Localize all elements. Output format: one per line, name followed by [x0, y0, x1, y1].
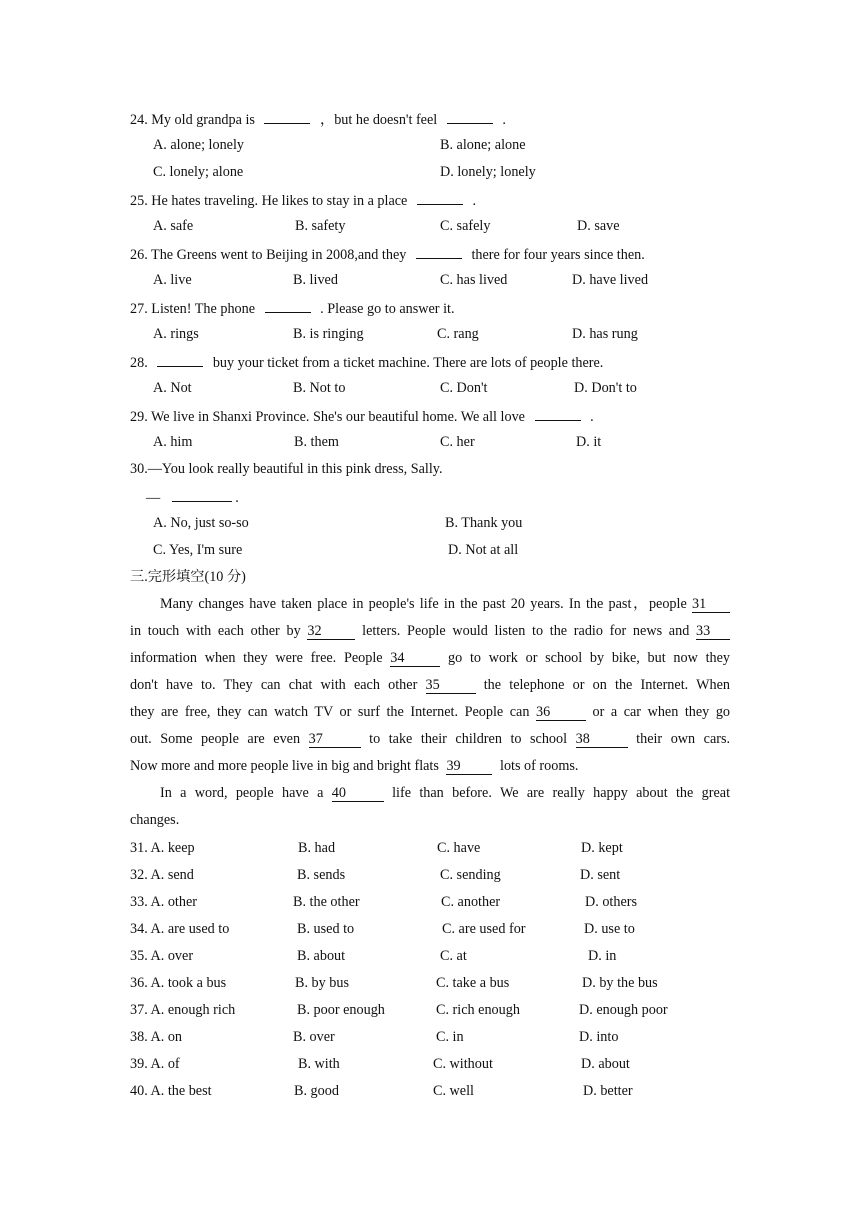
option-c: C. well	[433, 1083, 474, 1099]
blank-31: 31	[692, 597, 730, 613]
question-stem: 25. He hates traveling. He likes to stay in a place .	[130, 189, 476, 211]
option-d: D. others	[585, 894, 638, 910]
question-stem: 30.—You look really beautiful in this pink dress, Sally.	[130, 461, 443, 477]
option-d: D. by the bus	[582, 975, 658, 991]
option-d: D. it	[576, 434, 602, 450]
option-a: A. alone; lonely	[153, 137, 245, 153]
option-a: 37. A. enough rich	[130, 1002, 236, 1018]
option-a: A. Not	[153, 380, 192, 396]
option-a: 34. A. are used to	[130, 921, 230, 937]
blank-37: 37	[309, 732, 361, 748]
question-stem: 27. Listen! The phone . Please go to answer it.	[130, 297, 455, 319]
passage-line: Many changes have taken place in people's life in the past 20 years. In the past，people 31	[160, 594, 730, 614]
option-a: A. him	[153, 434, 193, 450]
option-d: D. use to	[584, 921, 635, 937]
option-b: B. sends	[297, 867, 346, 883]
option-c: C. Don't	[440, 380, 488, 396]
blank-40: 40	[332, 786, 384, 802]
blank-39: 39	[446, 759, 492, 775]
option-b: B. about	[297, 948, 346, 964]
option-b: B. good	[294, 1083, 339, 1099]
option-c: C. are used for	[442, 921, 526, 937]
option-a: 36. A. took a bus	[130, 975, 227, 991]
option-c: C. rich enough	[436, 1002, 520, 1018]
option-b: B. with	[298, 1056, 340, 1072]
option-a: A. safe	[153, 218, 194, 234]
option-d: D. has rung	[572, 326, 638, 342]
option-c: C. Yes, I'm sure	[153, 542, 243, 558]
option-b: B. safety	[295, 218, 346, 234]
option-a: 32. A. send	[130, 867, 194, 883]
option-a: 40. A. the best	[130, 1083, 212, 1099]
passage-line: information when they were free. People 34 go to work or school by bike, but now they	[130, 650, 730, 666]
option-a: 33. A. other	[130, 894, 197, 910]
answer-blank	[447, 108, 493, 124]
option-a: A. live	[153, 272, 192, 288]
answer-blank	[416, 243, 462, 259]
answer-blank	[417, 189, 463, 205]
option-d: D. Not at all	[448, 542, 519, 558]
option-c: C. take a bus	[436, 975, 510, 991]
answer-blank	[265, 297, 311, 313]
option-c: C. in	[436, 1029, 464, 1045]
option-c: C. have	[437, 840, 481, 856]
blank-32: 32	[307, 624, 355, 640]
passage-line: in touch with each other by 32 letters. People would listen to the radio for news and 33	[130, 621, 730, 641]
option-c: C. her	[440, 434, 475, 450]
passage-line: In a word, people have a 40 life than before. We are really happy about the great	[160, 785, 731, 801]
option-a: 39. A. of	[130, 1056, 180, 1072]
option-b: B. Not to	[293, 380, 346, 396]
passage-line: out. Some people are even 37 to take their children to school 38 their own cars.	[130, 731, 731, 747]
option-c: C. another	[441, 894, 501, 910]
option-b: B. Thank you	[445, 515, 523, 531]
option-b: B. lived	[293, 272, 338, 288]
option-a: 35. A. over	[130, 948, 194, 964]
response-line: — .	[146, 486, 239, 508]
answer-blank	[535, 405, 581, 421]
option-d: D. better	[583, 1083, 633, 1099]
passage-line: they are free, they can watch TV or surf the Internet. People can 36 or a car when they go	[130, 704, 731, 720]
blank-34: 34	[390, 651, 440, 667]
option-c: C. lonely; alone	[153, 164, 244, 180]
option-b: B. the other	[293, 894, 360, 910]
exam-page: 24. My old grandpa is ，but he doesn't feel . A. alone; lonely B. alone; alone C. lonely; alone D. lonely; lonely 25. He hates traveling. He likes to stay in a place . A. safe B. safety C. safely D. save 26. The Greens went to Beijing in 2008,and they there for four years since then. A. live B. lived C. has lived D. have lived 27. Listen! The phone . Please go to answer it. A. rings B. is ringing C. rang D. has rung 28. buy your ticket from a ticket machine. There are lots of people there. A. Not B. Not to C. Don't D. Don't to 29. We live in Shanxi Province. She's our beautiful home. We all love . A. him B. them C. her D. it 30.—You look really beautiful in this pink dress, Sally. — . A. No, just so-so B. Thank you C. Yes, I'm sure D. Not at all 三.完形填空(10 分) Many changes have taken place in people's life in the past 20 years. In the past，people 31 in touch with each other by 32 letters. People would listen to the radio for news and 33 information when they were free. People 34 go to work or school by bike, but now they don't have to. They can chat with each other 35 the telephone or on the Internet. When they are free, they can watch TV or surf the Internet. People can 36 or a car when they go out. Some people are even 37 to take their children to school 38 their own cars. Now more and more people live in big and bright flats 39 lots of rooms. In a word, people have a 40 life than before. We are really happy about the great changes. 31. A. keep B. had C. have D. kept 32. A. send B. sends C. sending D. sent 33. A. other B. the other C. another D. others 34. A. are used to B. used to C. are used for D. use to 35. A. over B. about C. at D. in 36. A. took a bus B. by bus C. take a bus D. by the bus 37. A. enough rich B. poor enough C. rich enough D. enough poor 38. A. on B. over C. in D. into 39. A. of B. with C. without D. about 40. A. the best B. good C. well D. better	[0, 0, 860, 1216]
option-a: A. rings	[153, 326, 199, 342]
option-c: C. at	[440, 948, 467, 964]
question-stem: 29. We live in Shanxi Province. She's our beautiful home. We all love .	[130, 405, 594, 427]
option-b: B. used to	[297, 921, 355, 937]
option-d: D. about	[581, 1056, 630, 1072]
passage-line: don't have to. They can chat with each other 35 the telephone or on the Internet. When	[130, 677, 731, 693]
option-d: D. have lived	[572, 272, 649, 288]
option-b: B. had	[298, 840, 336, 856]
option-b: B. over	[293, 1029, 335, 1045]
option-a: 38. A. on	[130, 1029, 183, 1045]
option-d: D. in	[588, 948, 617, 964]
answer-blank	[172, 486, 232, 502]
answer-blank	[157, 351, 203, 367]
passage-line: changes.	[130, 812, 180, 828]
blank-35: 35	[426, 678, 476, 694]
option-d: D. enough poor	[579, 1002, 668, 1018]
blank-36: 36	[536, 705, 586, 721]
blank-38: 38	[576, 732, 628, 748]
blank-33: 33	[696, 624, 730, 640]
question-stem: 24. My old grandpa is ，but he doesn't feel .	[130, 108, 506, 130]
option-c: C. has lived	[440, 272, 508, 288]
option-c: C. sending	[440, 867, 501, 883]
option-c: C. safely	[440, 218, 491, 234]
option-c: C. rang	[437, 326, 479, 342]
option-d: D. save	[577, 218, 620, 234]
question-stem: 26. The Greens went to Beijing in 2008,and they there for four years since then.	[130, 243, 645, 265]
option-b: B. poor enough	[297, 1002, 385, 1018]
option-b: B. alone; alone	[440, 137, 526, 153]
answer-blank	[264, 108, 310, 124]
option-d: D. into	[579, 1029, 619, 1045]
option-d: D. lonely; lonely	[440, 164, 536, 180]
option-d: D. kept	[581, 840, 623, 856]
option-b: B. is ringing	[293, 326, 364, 342]
passage-line: Now more and more people live in big and bright flats 39 lots of rooms.	[130, 758, 579, 774]
option-b: B. them	[294, 434, 339, 450]
option-a: 31. A. keep	[130, 840, 195, 856]
option-b: B. by bus	[295, 975, 349, 991]
option-c: C. without	[433, 1056, 493, 1072]
option-a: A. No, just so-so	[153, 515, 249, 531]
option-d: D. Don't to	[574, 380, 637, 396]
option-d: D. sent	[580, 867, 621, 883]
question-stem: 28. buy your ticket from a ticket machine. There are lots of people there.	[130, 351, 603, 373]
